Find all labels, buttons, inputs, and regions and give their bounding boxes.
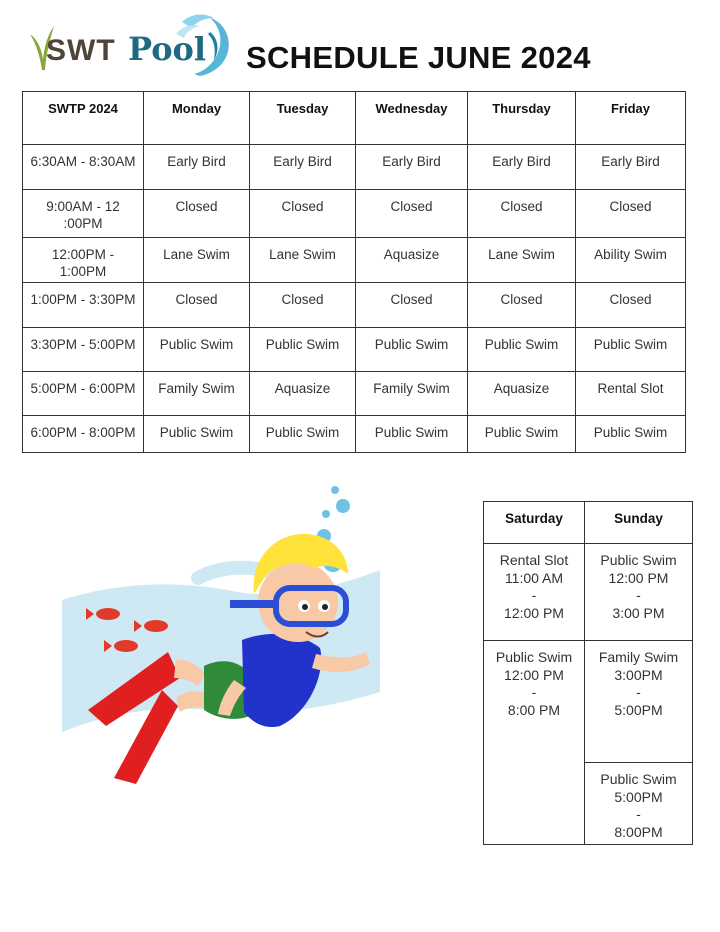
- header-cell: Friday: [576, 92, 686, 145]
- time-cell: 3:30PM - 5:00PM: [23, 328, 144, 372]
- activity-cell: Early Bird: [356, 145, 468, 190]
- time-cell: 6:30AM - 8:30AM: [23, 145, 144, 190]
- weekend-slot: [484, 544, 585, 641]
- activity-cell: Closed: [356, 190, 468, 238]
- activity-cell: Lane Swim: [250, 238, 356, 283]
- weekday-schedule-table: [22, 91, 686, 453]
- slot-activity: Family Swim: [598, 649, 679, 665]
- table-row: [23, 328, 686, 372]
- activity-cell: Public Swim: [250, 416, 356, 453]
- slot-activity: Public Swim: [600, 552, 677, 568]
- bubble-icon: [322, 510, 330, 518]
- activity-cell: Closed: [468, 190, 576, 238]
- weekend-slot: [585, 763, 693, 845]
- table-row: [23, 372, 686, 416]
- slot-start: 12:00 PM: [608, 569, 669, 586]
- activity-cell: Closed: [468, 283, 576, 328]
- activity-cell: Early Bird: [144, 145, 250, 190]
- bubble-icon: [336, 499, 350, 513]
- weekend-schedule-table: [483, 501, 693, 845]
- table-row: [23, 283, 686, 328]
- slot-separator: -: [636, 587, 641, 603]
- activity-cell: Closed: [576, 190, 686, 238]
- weekend-slot: [484, 641, 585, 845]
- activity-cell: Early Bird: [576, 145, 686, 190]
- time-cell: 6:00PM - 8:00PM: [23, 416, 144, 453]
- table-row: [484, 641, 693, 763]
- activity-cell: Public Swim: [576, 416, 686, 453]
- activity-cell: Lane Swim: [144, 238, 250, 283]
- slot-end: 8:00 PM: [507, 701, 561, 718]
- table-header-row: [484, 502, 693, 544]
- activity-cell: Aquasize: [468, 372, 576, 416]
- activity-cell: Closed: [144, 190, 250, 238]
- time-cell: 1:00PM - 3:30PM: [23, 283, 144, 328]
- slot-separator: -: [531, 684, 537, 700]
- slot-end: 8:00PM: [614, 823, 663, 840]
- activity-cell: Aquasize: [250, 372, 356, 416]
- activity-cell: Public Swim: [468, 416, 576, 453]
- slot-end: 3:00 PM: [612, 604, 665, 621]
- table-header-row: [23, 92, 686, 145]
- activity-cell: Aquasize: [356, 238, 468, 283]
- activity-cell: Closed: [356, 283, 468, 328]
- time-cell: 12:00PM - 1:00PM: [23, 238, 144, 283]
- slot-start: 11:00 AM: [504, 569, 564, 586]
- activity-cell: Closed: [576, 283, 686, 328]
- activity-cell: Public Swim: [144, 416, 250, 453]
- slot-start: 5:00PM: [614, 788, 663, 805]
- header-cell: Wednesday: [356, 92, 468, 145]
- logo-pool-text: Pool: [128, 30, 207, 68]
- activity-cell: Public Swim: [576, 328, 686, 372]
- header-cell: Monday: [144, 92, 250, 145]
- table-row: [484, 544, 693, 641]
- activity-cell: Closed: [250, 190, 356, 238]
- activity-cell: Public Swim: [356, 416, 468, 453]
- activity-cell: Public Swim: [144, 328, 250, 372]
- header-cell: Sunday: [585, 502, 693, 544]
- activity-cell: Early Bird: [468, 145, 576, 190]
- slot-start: 3:00PM: [614, 666, 663, 683]
- slot-start: 12:00 PM: [504, 666, 564, 683]
- table-row: [23, 190, 686, 238]
- activity-cell: Ability Swim: [576, 238, 686, 283]
- slot-separator: -: [531, 587, 537, 603]
- bubble-icon: [331, 486, 339, 494]
- activity-cell: Family Swim: [144, 372, 250, 416]
- swimming-kid-illustration: [58, 482, 388, 792]
- time-cell: 5:00PM - 6:00PM: [23, 372, 144, 416]
- slot-activity: Rental Slot: [499, 552, 569, 568]
- activity-cell: Family Swim: [356, 372, 468, 416]
- slot-activity: Public Swim: [495, 649, 573, 665]
- table-row: [23, 238, 686, 283]
- activity-cell: Public Swim: [468, 328, 576, 372]
- slot-separator: -: [636, 684, 641, 700]
- weekend-slot: [585, 544, 693, 641]
- header-cell: SWTP 2024: [23, 92, 144, 145]
- table-row: [23, 416, 686, 453]
- table-row: [23, 145, 686, 190]
- header-cell: Tuesday: [250, 92, 356, 145]
- header-cell: Thursday: [468, 92, 576, 145]
- slot-activity: Public Swim: [600, 771, 677, 787]
- header-cell: Saturday: [484, 502, 585, 544]
- activity-cell: Public Swim: [356, 328, 468, 372]
- time-cell: 9:00AM - 12 :00PM: [23, 190, 144, 238]
- activity-cell: Closed: [144, 283, 250, 328]
- activity-cell: Lane Swim: [468, 238, 576, 283]
- swt-pool-logo: [30, 12, 240, 82]
- water-splash-icon: [170, 12, 232, 78]
- activity-cell: Public Swim: [250, 328, 356, 372]
- slot-end: 5:00PM: [614, 701, 663, 718]
- weekend-slot: [585, 641, 693, 763]
- logo-swt-text: SWT: [46, 34, 116, 67]
- slot-end: 12:00 PM: [504, 604, 564, 621]
- activity-cell: Closed: [250, 283, 356, 328]
- page-title: SCHEDULE JUNE 2024: [246, 40, 591, 75]
- activity-cell: Early Bird: [250, 145, 356, 190]
- activity-cell: Rental Slot: [576, 372, 686, 416]
- slot-separator: -: [636, 806, 641, 822]
